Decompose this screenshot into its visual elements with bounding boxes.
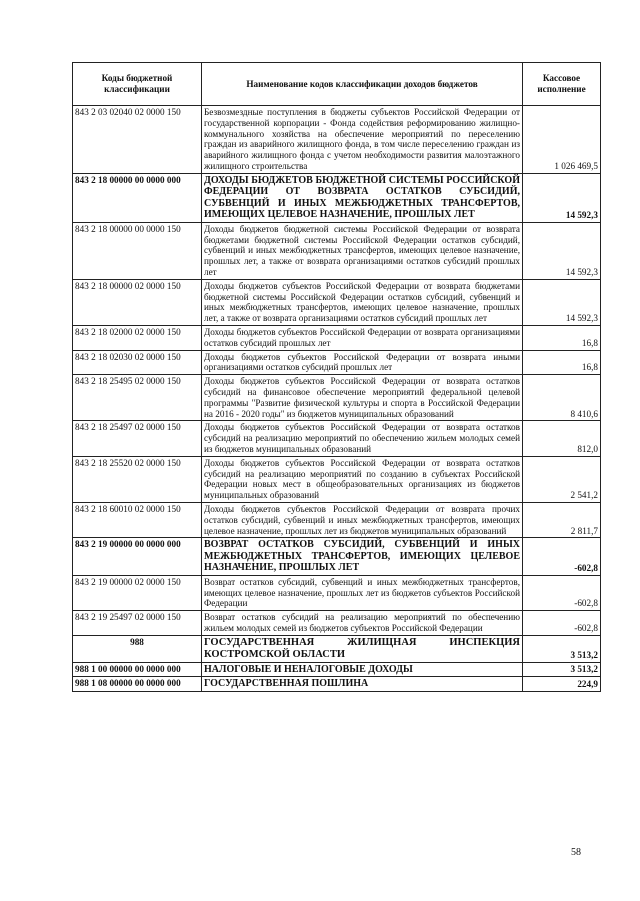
row-name: Доходы бюджетов субъектов Российской Федерации от возврата остатков субсидий на финансовое обеспечение мероприятий федеральной целевой программы "Развитие физической культуры и спорта в Российской Федерации на 2016 - 2020 годы" из бюджетов муниципальных образований xyxy=(202,375,523,421)
table-row xyxy=(73,662,601,677)
table-row xyxy=(73,502,601,537)
row-amount: 224,9 xyxy=(523,677,601,692)
row-amount: -602,8 xyxy=(523,575,601,610)
table-row xyxy=(73,279,601,325)
header-amount: Кассовое исполнение xyxy=(523,63,601,106)
table-row xyxy=(73,538,601,576)
row-amount: 14 592,3 xyxy=(523,173,601,222)
row-name: Безвозмездные поступления в бюджеты субъектов Российской Федерации от государственной корпорации - Фонда содействия реформированию жилищно-коммунального хозяйства на обеспечение мероприятий по переселению граждан из аварийного жилищного фонда, в том числе переселению граждан из аварийного жилищного фонда с учетом необходимости развития малоэтажного жилищного строительства xyxy=(202,106,523,174)
row-code: 843 2 18 25520 02 0000 150 xyxy=(73,456,202,502)
row-name: ДОХОДЫ БЮДЖЕТОВ БЮДЖЕТНОЙ СИСТЕМЫ РОССИЙСКОЙ ФЕДЕРАЦИИ ОТ ВОЗВРАТА ОСТАТКОВ СУБСИДИЙ, СУБВЕНЦИЙ И ИНЫХ МЕЖБЮДЖЕТНЫХ ТРАНСФЕРТОВ, ИМЕЮЩИХ ЦЕЛЕВОЕ НАЗНАЧЕНИЕ, ПРОШЛЫХ ЛЕТ xyxy=(202,173,523,222)
row-code: 988 xyxy=(73,635,202,662)
table-row xyxy=(73,325,601,350)
row-name: Доходы бюджетов субъектов Российской Федерации от возврата остатков субсидий на реализацию мероприятий по созданию в субъектах Российской Федерации новых мест в общеобразовательных организациях из бюджетов муниципальных образований xyxy=(202,456,523,502)
row-name: Доходы бюджетов субъектов Российской Федерации от возврата иными организациями остатков субсидий прошлых лет xyxy=(202,350,523,375)
row-amount: 2 541,2 xyxy=(523,456,601,502)
row-name: Возврат остатков субсидий, субвенций и иных межбюджетных трансфертов, имеющих целевое назначение, прошлых лет из бюджетов субъектов Российской Федерации xyxy=(202,575,523,610)
header-name: Наименование кодов классификации доходов бюджетов xyxy=(202,63,523,106)
row-name: ГОСУДАРСТВЕННАЯ ПОШЛИНА xyxy=(202,677,523,692)
header-row xyxy=(73,63,601,106)
row-name: Доходы бюджетов субъектов Российской Федерации от возврата прочих остатков субсидий, субвенций и иных межбюджетных трансфертов, имеющих целевое назначение, прошлых лет из бюджетов муниципальных образований xyxy=(202,502,523,537)
page-number: 58 xyxy=(571,847,581,858)
row-code: 843 2 19 00000 00 0000 000 xyxy=(73,538,202,576)
row-amount: 14 592,3 xyxy=(523,279,601,325)
row-amount: 14 592,3 xyxy=(523,222,601,279)
row-code: 988 1 00 00000 00 0000 000 xyxy=(73,662,202,677)
row-code: 988 1 08 00000 00 0000 000 xyxy=(73,677,202,692)
row-name: Доходы бюджетов субъектов Российской Федерации от возврата организациями остатков субсидий прошлых лет xyxy=(202,325,523,350)
row-code: 843 2 18 00000 00 0000 000 xyxy=(73,173,202,222)
table-row xyxy=(73,635,601,662)
table-row xyxy=(73,611,601,636)
row-code: 843 2 19 00000 02 0000 150 xyxy=(73,575,202,610)
table-row xyxy=(73,106,601,174)
table-row xyxy=(73,421,601,456)
row-name: ГОСУДАРСТВЕННАЯ ЖИЛИЩНАЯ ИНСПЕКЦИЯ КОСТРОМСКОЙ ОБЛАСТИ xyxy=(202,635,523,662)
row-name: НАЛОГОВЫЕ И НЕНАЛОГОВЫЕ ДОХОДЫ xyxy=(202,662,523,677)
row-code: 843 2 18 25497 02 0000 150 xyxy=(73,421,202,456)
row-code: 843 2 18 60010 02 0000 150 xyxy=(73,502,202,537)
row-name: Доходы бюджетов субъектов Российской Федерации от возврата бюджетами бюджетной системы Российской Федерации остатков субсидий, субвенций и иных межбюджетных трансфертов, имеющих целевое назначение, прошлых лет, а также от возврата организациями остатков субсидий прошлых лет xyxy=(202,279,523,325)
row-amount: 3 513,2 xyxy=(523,662,601,677)
row-code: 843 2 18 00000 00 0000 150 xyxy=(73,222,202,279)
row-amount: 16,8 xyxy=(523,350,601,375)
budget-table xyxy=(72,62,601,692)
table-row xyxy=(73,677,601,692)
row-amount: 16,8 xyxy=(523,325,601,350)
table-row xyxy=(73,350,601,375)
row-amount: 2 811,7 xyxy=(523,502,601,537)
row-amount: -602,8 xyxy=(523,538,601,576)
row-amount: 1 026 469,5 xyxy=(523,106,601,174)
table-row xyxy=(73,456,601,502)
row-amount: 3 513,2 xyxy=(523,635,601,662)
row-amount: 812,0 xyxy=(523,421,601,456)
row-code: 843 2 18 00000 02 0000 150 xyxy=(73,279,202,325)
row-name: Доходы бюджетов субъектов Российской Федерации от возврата остатков субсидий на реализацию мероприятий по обеспечению жильем молодых семей из бюджетов муниципальных образований xyxy=(202,421,523,456)
table-row xyxy=(73,375,601,421)
row-code: 843 2 18 02030 02 0000 150 xyxy=(73,350,202,375)
row-amount: -602,8 xyxy=(523,611,601,636)
header-code: Коды бюджетной классификации xyxy=(73,63,202,106)
row-name: Возврат остатков субсидий на реализацию мероприятий по обеспечению жильем молодых семей из бюджетов субъектов Российской Федерации xyxy=(202,611,523,636)
row-amount: 8 410,6 xyxy=(523,375,601,421)
table-row xyxy=(73,173,601,222)
row-code: 843 2 03 02040 02 0000 150 xyxy=(73,106,202,174)
table-row xyxy=(73,222,601,279)
row-name: Доходы бюджетов бюджетной системы Российской Федерации от возврата бюджетами бюджетной системы Российской Федерации остатков субсидий, субвенций и иных межбюджетных трансфертов, имеющих целевое назначение, прошлых лет, а также от возврата организациями остатков субсидий прошлых лет xyxy=(202,222,523,279)
row-code: 843 2 18 25495 02 0000 150 xyxy=(73,375,202,421)
row-code: 843 2 19 25497 02 0000 150 xyxy=(73,611,202,636)
row-name: ВОЗВРАТ ОСТАТКОВ СУБСИДИЙ, СУБВЕНЦИЙ И ИНЫХ МЕЖБЮДЖЕТНЫХ ТРАНСФЕРТОВ, ИМЕЮЩИХ ЦЕЛЕВОЕ НАЗНАЧЕНИЕ, ПРОШЛЫХ ЛЕТ xyxy=(202,538,523,576)
table-row xyxy=(73,575,601,610)
row-code: 843 2 18 02000 02 0000 150 xyxy=(73,325,202,350)
